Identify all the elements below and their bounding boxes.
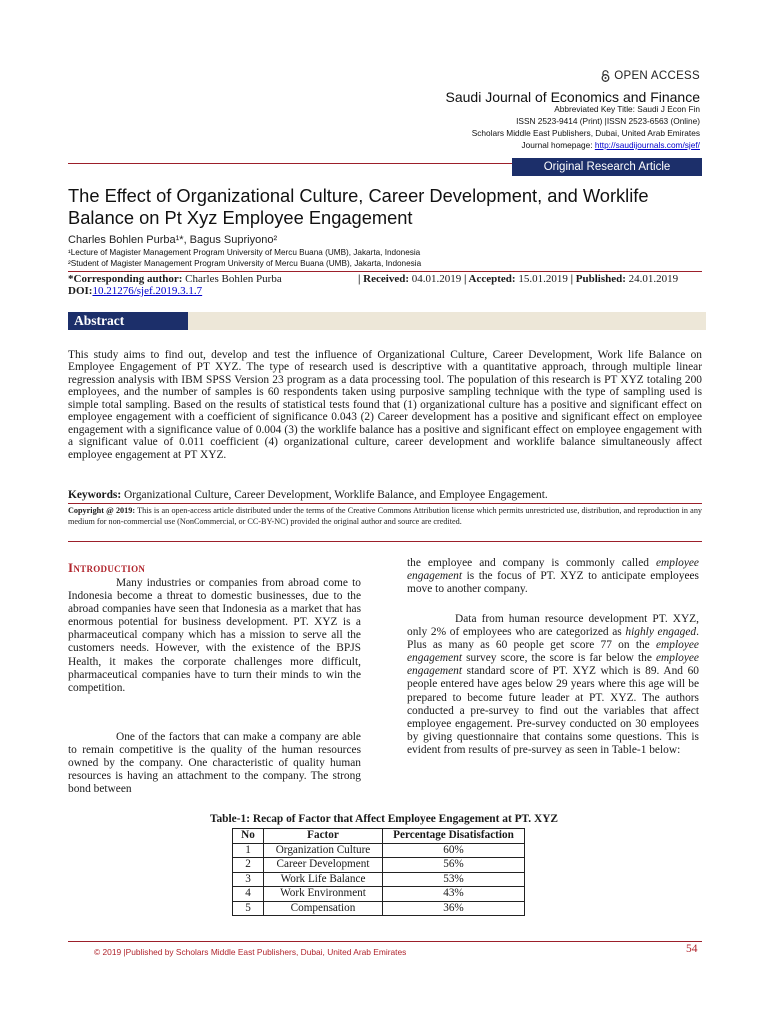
cell-no: 4 [233,887,264,902]
keywords [68,489,702,501]
cell-no: 2 [233,858,264,873]
published-date: 24.01.2019 [625,273,679,285]
keywords-label: Keywords: [68,489,122,501]
emphasis-run: employee engagement [407,639,699,665]
column-header-percentage: Percentage Disatisfaction [383,829,525,844]
intro-paragraph-3 [407,557,699,596]
journal-abbrev: Abbreviated Key Title: Saudi J Econ Fin [554,104,700,114]
journal-name: Saudi Journal of Economics and Finance [445,89,700,105]
text-run: . Plus as many as 60 people get score 77 on the [407,626,699,652]
cell-percentage: 36% [383,901,525,916]
open-access-label: OPEN ACCESS [614,70,700,82]
table-row [233,858,525,873]
emphasis-run: employee engagement [407,557,699,583]
intro-paragraph-4 [407,613,699,757]
table-row [233,887,525,902]
abstract-text: This study aims to find out, develop and test the influence of Organizational Culture, Career Development, Work life Balance on Employee Engagement of PT XYZ. The type of research used is descriptive with a quantitative approach, through multiple linear regression analysis with IBM SPSS Version 23 program as a data processing tool. The population of this research is PT XYZ totaling 200 employees, and the number of samples is 60 respondents taken using purposive sampling technique with the type of sampling used is simple total sampling. Based on the results of statistical tests found that (1) organizational culture has a positive and significant effect on employee engagement with a coefficient of significance 0.043 (2) Career development has a positive and significant effect on employee engagement with a significance value of 0.004 (3) the worklife balance has a positive and significant effect on employee engagement with a significant value of 0.011 coefficient (4) organizational culture, career development and worklife balance simultaneously affect employee engagement at PT XYZ. [68,349,702,461]
cell-percentage: 60% [383,843,525,858]
journal-issn: ISSN 2523-9414 (Print) |ISSN 2523-6563 (Online) [516,116,700,126]
copyright-divider-top [68,503,702,504]
article-authors: Charles Bohlen Purba¹*, Bagus Supriyono² [68,234,278,246]
homepage-label: Journal homepage: [521,140,595,150]
abstract-heading: Abstract [68,312,188,330]
cell-factor: Work Environment [264,887,383,902]
accepted-date: 15.01.2019 [515,273,571,285]
doi-link[interactable]: 10.21276/sjef.2019.3.1.7 [92,285,203,297]
column-header-no: No [233,829,264,844]
intro-paragraph-2: One of the factors that can make a company are able to remain competitive is the quality of the human resources owned by the company. One characteristic of quality human resources is having an attachment to the company. The strong bond between [68,731,361,796]
keywords-list: Organizational Culture, Career Development, Worklife Balance, and Employee Engagement. [121,489,548,501]
copyright-label: Copyright @ 2019: [68,506,136,515]
cell-no: 5 [233,901,264,916]
text-run: Data from human resource development PT. XYZ, only 2% of employees who are categorized as [407,613,699,639]
corresponding-name: Charles Bohlen Purba [182,273,282,285]
table-row [233,843,525,858]
table-header-row [233,829,525,844]
corresponding-author [68,273,282,285]
table-row [233,872,525,887]
recap-table [232,828,525,916]
cell-percentage: 53% [383,872,525,887]
doi-label: DOI: [68,285,93,297]
text-run: standard score of PT. XYZ which is 89. And 60 people entered have ages below 29 years where this age will be prepared to become future leader at PT. XYZ. The authors conducted a pre-survey to find out the variables that affect employee engagement. Pre-survey conducted on 30 employees by giving questionnaire that contains some questions. This is evident from results of pre-survey as seen in Table-1 below: [407,665,699,756]
text-run: survey score, the score is far below the [462,652,656,665]
affiliation-2: ²Student of Magister Management Program University of Mercu Buana (UMB), Jakarta, Indonesia [68,259,422,268]
emphasis-run: employee engagement [407,652,699,678]
affiliation-1: ¹Lecture of Magister Management Program University of Mercu Buana (UMB), Jakarta, Indonesia [68,248,421,257]
text-run: is the focus of PT. XYZ to anticipate employees move to another company. [407,570,699,596]
article-title: The Effect of Organizational Culture, Career Development, and Worklife Balance on Pt Xyz Employee Engagement [68,185,649,228]
cell-no: 3 [233,872,264,887]
article-dates [358,273,678,285]
homepage-link[interactable]: http://saudijournals.com/sjef/ [594,140,700,150]
table-row [233,901,525,916]
cell-factor: Compensation [264,901,383,916]
copyright-text: This is an open-access article distributed under the terms of the Creative Commons Attribution license which permits unrestricted use, distribution, and reproduction in any medium for non-commercial use (NonCommercial, or CC-BY-NC) provided the original author and source are credited. [68,506,703,526]
cell-factor: Career Development [264,858,383,873]
introduction-heading: Introduction [68,560,146,575]
text-run: the employee and company is commonly called [407,557,656,569]
article-type-badge: Original Research Article [512,158,702,176]
column-header-factor: Factor [264,829,383,844]
received-label: | Received: [358,273,409,285]
journal-publisher: Scholars Middle East Publishers, Dubai, United Arab Emirates [471,128,700,138]
article-doi [68,285,202,297]
cell-percentage: 56% [383,858,525,873]
open-lock-icon [601,70,610,82]
info-divider [68,271,702,272]
page-number: 54 [686,943,698,955]
emphasis-run: highly engaged [625,626,697,639]
cell-factor: Organization Culture [264,843,383,858]
copyright-divider-bottom [68,541,702,542]
intro-paragraph-1: Many industries or companies from abroad come to Indonesia become a threat to domestic businesses, due to the abroad companies have seen that Indonesia as a market that has enormous potential for business development. PT. XYZ is a pharmaceutical company which has a mission to serve all the customers needs. However, with the existence of the BPJS Health, it makes the corporate challenges more difficult, pharmaceutical companies have to turn their minds to win the competition. [68,577,361,694]
accepted-label: | Accepted: [463,273,516,285]
corresponding-label: *Corresponding author: [68,273,183,285]
footer-divider [68,941,702,942]
journal-homepage [522,140,701,150]
copyright-notice [68,506,702,527]
cell-factor: Work Life Balance [264,872,383,887]
table-caption: Table-1: Recap of Factor that Affect Employee Engagement at PT. XYZ [209,813,559,825]
footer-copyright: © 2019 |Published by Scholars Middle East Publishers, Dubai, United Arab Emirates [94,947,407,957]
cell-percentage: 43% [383,887,525,902]
cell-no: 1 [233,843,264,858]
published-label: | Published: [570,273,626,285]
received-date: 04.01.2019 [408,273,464,285]
open-access-badge [601,70,700,82]
